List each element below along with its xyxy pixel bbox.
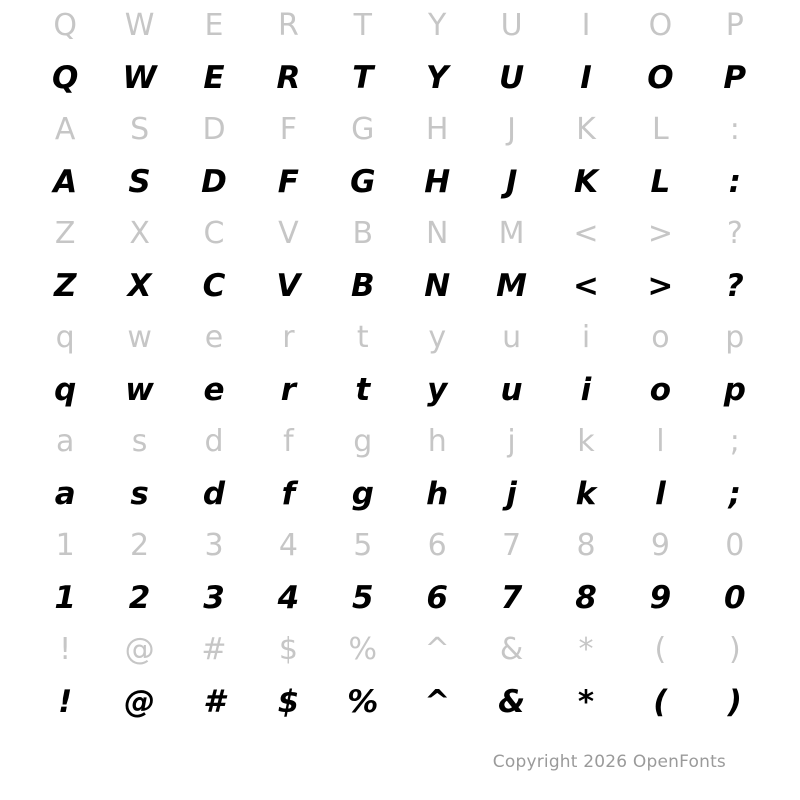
- glyph-cell: 5: [352, 579, 374, 616]
- glyph-cell: E: [204, 8, 224, 43]
- glyph-cell: f: [283, 424, 294, 459]
- glyph-cell: (: [654, 632, 667, 667]
- glyph-cell: s: [130, 475, 149, 512]
- glyph-cell: t: [356, 320, 369, 355]
- glyph-cell: h: [426, 475, 449, 512]
- glyph-cell: ;: [729, 424, 740, 459]
- glyph-cell: l: [655, 475, 666, 512]
- glyph-cell: <: [573, 267, 599, 304]
- glyph-cell: u: [502, 320, 522, 355]
- glyph-cell: u: [500, 371, 523, 408]
- glyph-cell: 0: [725, 528, 745, 563]
- copyright-notice: Copyright 2026 OpenFonts: [492, 752, 726, 772]
- glyph-cell: 7: [500, 579, 523, 616]
- glyph-cell: j: [506, 475, 517, 512]
- glyph-cell: q: [54, 371, 77, 408]
- glyph-row-bold: [28, 364, 772, 416]
- glyph-cell: C: [202, 267, 226, 304]
- glyph-cell: p: [723, 371, 746, 408]
- glyph-cell: d: [202, 475, 226, 512]
- glyph-cell: M: [498, 216, 525, 251]
- glyph-cell: 4: [277, 579, 300, 616]
- glyph-cell: 6: [426, 579, 448, 616]
- glyph-row-bold: [28, 676, 772, 728]
- glyph-cell: (: [653, 683, 668, 720]
- glyph-cell: V: [276, 267, 301, 304]
- glyph-cell: J: [507, 112, 517, 147]
- glyph-cell: ^: [424, 632, 450, 667]
- glyph-cell: %: [348, 632, 378, 667]
- glyph-cell: g: [353, 424, 373, 459]
- glyph-cell: @: [124, 683, 156, 720]
- glyph-cell: N: [425, 216, 449, 251]
- glyph-cell: w: [125, 371, 154, 408]
- glyph-cell: >: [647, 267, 674, 304]
- glyph-row-bold: [28, 260, 772, 312]
- glyph-cell: Q: [53, 8, 77, 43]
- glyph-cell: 0: [724, 579, 746, 616]
- glyph-cell: >: [647, 216, 673, 251]
- glyph-cell: y: [428, 320, 447, 355]
- glyph-cell: Y: [425, 59, 449, 96]
- glyph-cell: <: [573, 216, 599, 251]
- glyph-cell: f: [281, 475, 296, 512]
- glyph-cell: T: [352, 59, 374, 96]
- glyph-cell: A: [53, 163, 78, 200]
- glyph-cell: t: [355, 371, 371, 408]
- glyph-cell: K: [573, 163, 598, 200]
- glyph-cell: R: [277, 8, 299, 43]
- glyph-cell: e: [203, 371, 225, 408]
- glyph-cell: B: [352, 216, 374, 251]
- glyph-cell: S: [128, 163, 151, 200]
- glyph-cell: U: [499, 59, 525, 96]
- glyph-cell: T: [353, 8, 372, 43]
- glyph-cell: 3: [203, 579, 225, 616]
- glyph-cell: r: [280, 371, 297, 408]
- glyph-cell: d: [204, 424, 224, 459]
- glyph-cell: s: [131, 424, 148, 459]
- glyph-cell: h: [427, 424, 447, 459]
- glyph-cell: a: [56, 424, 75, 459]
- glyph-row-bold: [28, 156, 772, 208]
- glyph-cell: Q: [52, 59, 79, 96]
- glyph-cell: e: [204, 320, 224, 355]
- glyph-cell: I: [580, 59, 592, 96]
- glyph-cell: !: [59, 632, 72, 667]
- glyph-row-light: [28, 312, 772, 364]
- glyph-cell: Z: [53, 267, 77, 304]
- glyph-cell: J: [505, 163, 518, 200]
- glyph-cell: P: [723, 59, 747, 96]
- glyph-row-light: [28, 520, 772, 572]
- glyph-cell: 6: [427, 528, 447, 563]
- glyph-cell: A: [54, 112, 76, 147]
- glyph-cell: 5: [353, 528, 373, 563]
- glyph-cell: ): [727, 683, 742, 720]
- glyph-cell: H: [424, 163, 451, 200]
- glyph-cell: &: [499, 632, 524, 667]
- glyph-cell: F: [277, 163, 299, 200]
- glyph-cell: 9: [649, 579, 672, 616]
- glyph-cell: ): [728, 632, 741, 667]
- glyph-row-bold: [28, 52, 772, 104]
- glyph-cell: p: [725, 320, 745, 355]
- glyph-cell: i: [581, 320, 591, 355]
- glyph-cell: E: [203, 59, 225, 96]
- glyph-cell: k: [575, 475, 597, 512]
- glyph-cell: B: [350, 267, 375, 304]
- glyph-cell: g: [351, 475, 374, 512]
- glyph-cell: a: [54, 475, 76, 512]
- glyph-row-light: [28, 0, 772, 52]
- glyph-cell: O: [648, 8, 673, 43]
- glyph-cell: r: [282, 320, 295, 355]
- glyph-cell: Y: [428, 8, 447, 43]
- glyph-cell: 9: [650, 528, 670, 563]
- glyph-cell: X: [127, 267, 152, 304]
- glyph-cell: N: [424, 267, 451, 304]
- glyph-cell: 1: [54, 579, 76, 616]
- glyph-cell: ^: [424, 683, 451, 720]
- glyph-cell: H: [425, 112, 449, 147]
- glyph-cell: F: [279, 112, 298, 147]
- glyph-cell: W: [122, 59, 157, 96]
- glyph-cell: I: [581, 8, 591, 43]
- glyph-cell: %: [347, 683, 379, 720]
- glyph-cell: k: [577, 424, 595, 459]
- glyph-cell: o: [651, 320, 670, 355]
- glyph-cell: 4: [278, 528, 298, 563]
- glyph-cell: *: [578, 632, 594, 667]
- glyph-cell: V: [278, 216, 299, 251]
- glyph-cell: #: [203, 683, 225, 720]
- glyph-cell: ?: [726, 216, 743, 251]
- glyph-cell: G: [351, 112, 375, 147]
- glyph-cell: L: [652, 112, 669, 147]
- glyph-cell: #: [201, 632, 227, 667]
- glyph-row-light: [28, 208, 772, 260]
- glyph-cell: 8: [576, 528, 596, 563]
- glyph-cell: Z: [54, 216, 76, 251]
- glyph-cell: K: [576, 112, 596, 147]
- glyph-cell: :: [728, 163, 741, 200]
- glyph-cell: W: [124, 8, 155, 43]
- glyph-cell: :: [729, 112, 740, 147]
- glyph-cell: &: [498, 683, 526, 720]
- glyph-cell: 3: [204, 528, 224, 563]
- glyph-cell: C: [203, 216, 225, 251]
- glyph-row-light: [28, 624, 772, 676]
- glyph-cell: *: [577, 683, 595, 720]
- glyph-cell: U: [500, 8, 523, 43]
- glyph-cell: 2: [130, 528, 150, 563]
- glyph-cell: M: [496, 267, 528, 304]
- glyph-cell: @: [124, 632, 155, 667]
- glyph-cell: o: [649, 371, 672, 408]
- glyph-cell: w: [127, 320, 152, 355]
- glyph-row-light: [28, 104, 772, 156]
- glyph-cell: 8: [575, 579, 597, 616]
- glyph-cell: G: [350, 163, 376, 200]
- glyph-cell: l: [656, 424, 665, 459]
- glyph-cell: S: [130, 112, 150, 147]
- glyph-cell: D: [202, 112, 226, 147]
- glyph-cell: 7: [502, 528, 522, 563]
- glyph-cell: P: [725, 8, 744, 43]
- glyph-cell: 2: [128, 579, 151, 616]
- glyph-row-bold: [28, 572, 772, 624]
- glyph-cell: X: [129, 216, 150, 251]
- glyph-cell: j: [507, 424, 516, 459]
- glyph-cell: q: [55, 320, 75, 355]
- glyph-cell: $: [278, 632, 298, 667]
- glyph-cell: O: [647, 59, 674, 96]
- glyph-cell: y: [427, 371, 448, 408]
- glyph-cell: ;: [728, 475, 741, 512]
- glyph-cell: ?: [725, 267, 744, 304]
- glyph-cell: L: [650, 163, 671, 200]
- glyph-cell: 1: [55, 528, 75, 563]
- glyph-cell: !: [58, 683, 73, 720]
- glyph-cell: D: [201, 163, 227, 200]
- glyph-row-bold: [28, 468, 772, 520]
- glyph-row-light: [28, 416, 772, 468]
- glyph-cell: i: [580, 371, 592, 408]
- glyph-cell: $: [277, 683, 300, 720]
- glyph-cell: R: [276, 59, 301, 96]
